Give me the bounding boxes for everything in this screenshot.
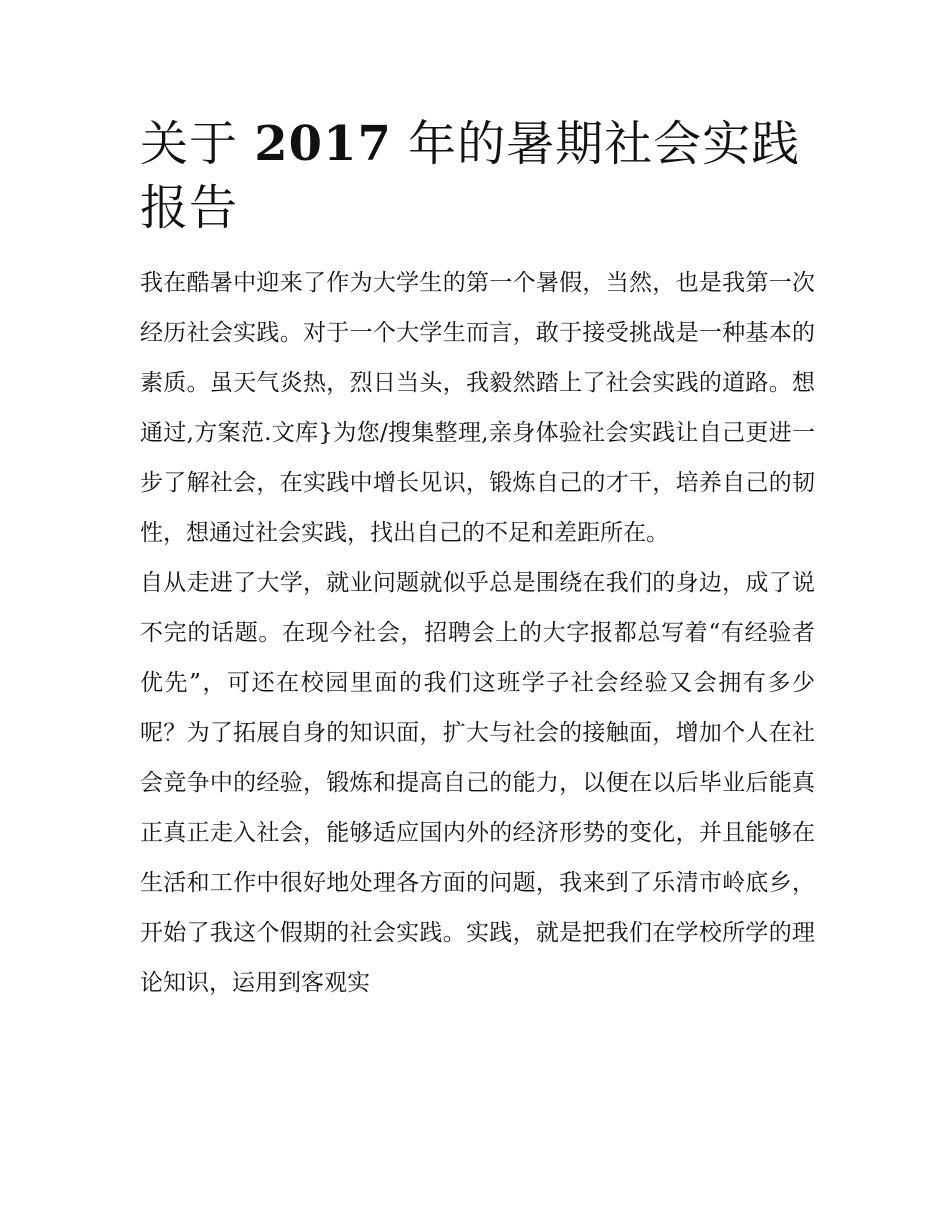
paragraph-2: 自从走进了大学，就业问题就似乎总是围绕在我们的身边，成了说不完的话题。在现今社会，招聘会上的大字报都总写着“有经验者优先”，可还在校园里面的我们这班学子社会经验又会拥有多少呢？为了拓展自身的知识面，扩大与社会的接触面，增加个人在社会竞争中的经验，锻炼和提高自己的能力，以便在以后毕业后能真正真正走入社会，能够适应国内外的经济形势的变化，并且能够在生活和工作中很好地处理各方面的问题，我来到了乐清市岭底乡，开始了我这个假期的社会实践。实践，就是把我们在学校所学的理论知识，运用到客观实 xyxy=(140,570,815,996)
paragraph-1: 我在酷暑中迎来了作为大学生的第一个暑假，当然，也是我第一次经历社会实践。对于一个大学生而言，敢于接受挑战是一种基本的素质。虽天气炎热，烈日当头，我毅然踏上了社会实践的道路。想通过,方案范.文库}为您/搜集整理,亲身体验社会实践让自己更进一步了解社会，在实践中增长见识，锻炼自己的才干，培养自己的韧性，想通过社会实践，找出自己的不足和差距所在。 xyxy=(140,270,815,546)
document-title xyxy=(140,112,815,240)
document-page xyxy=(140,112,815,1008)
title-prefix: 关于 xyxy=(140,116,239,172)
title-year: 2017 xyxy=(254,116,392,172)
title-suffix: 年的暑期社会实践报告 xyxy=(140,116,801,236)
document-body xyxy=(140,258,815,1008)
